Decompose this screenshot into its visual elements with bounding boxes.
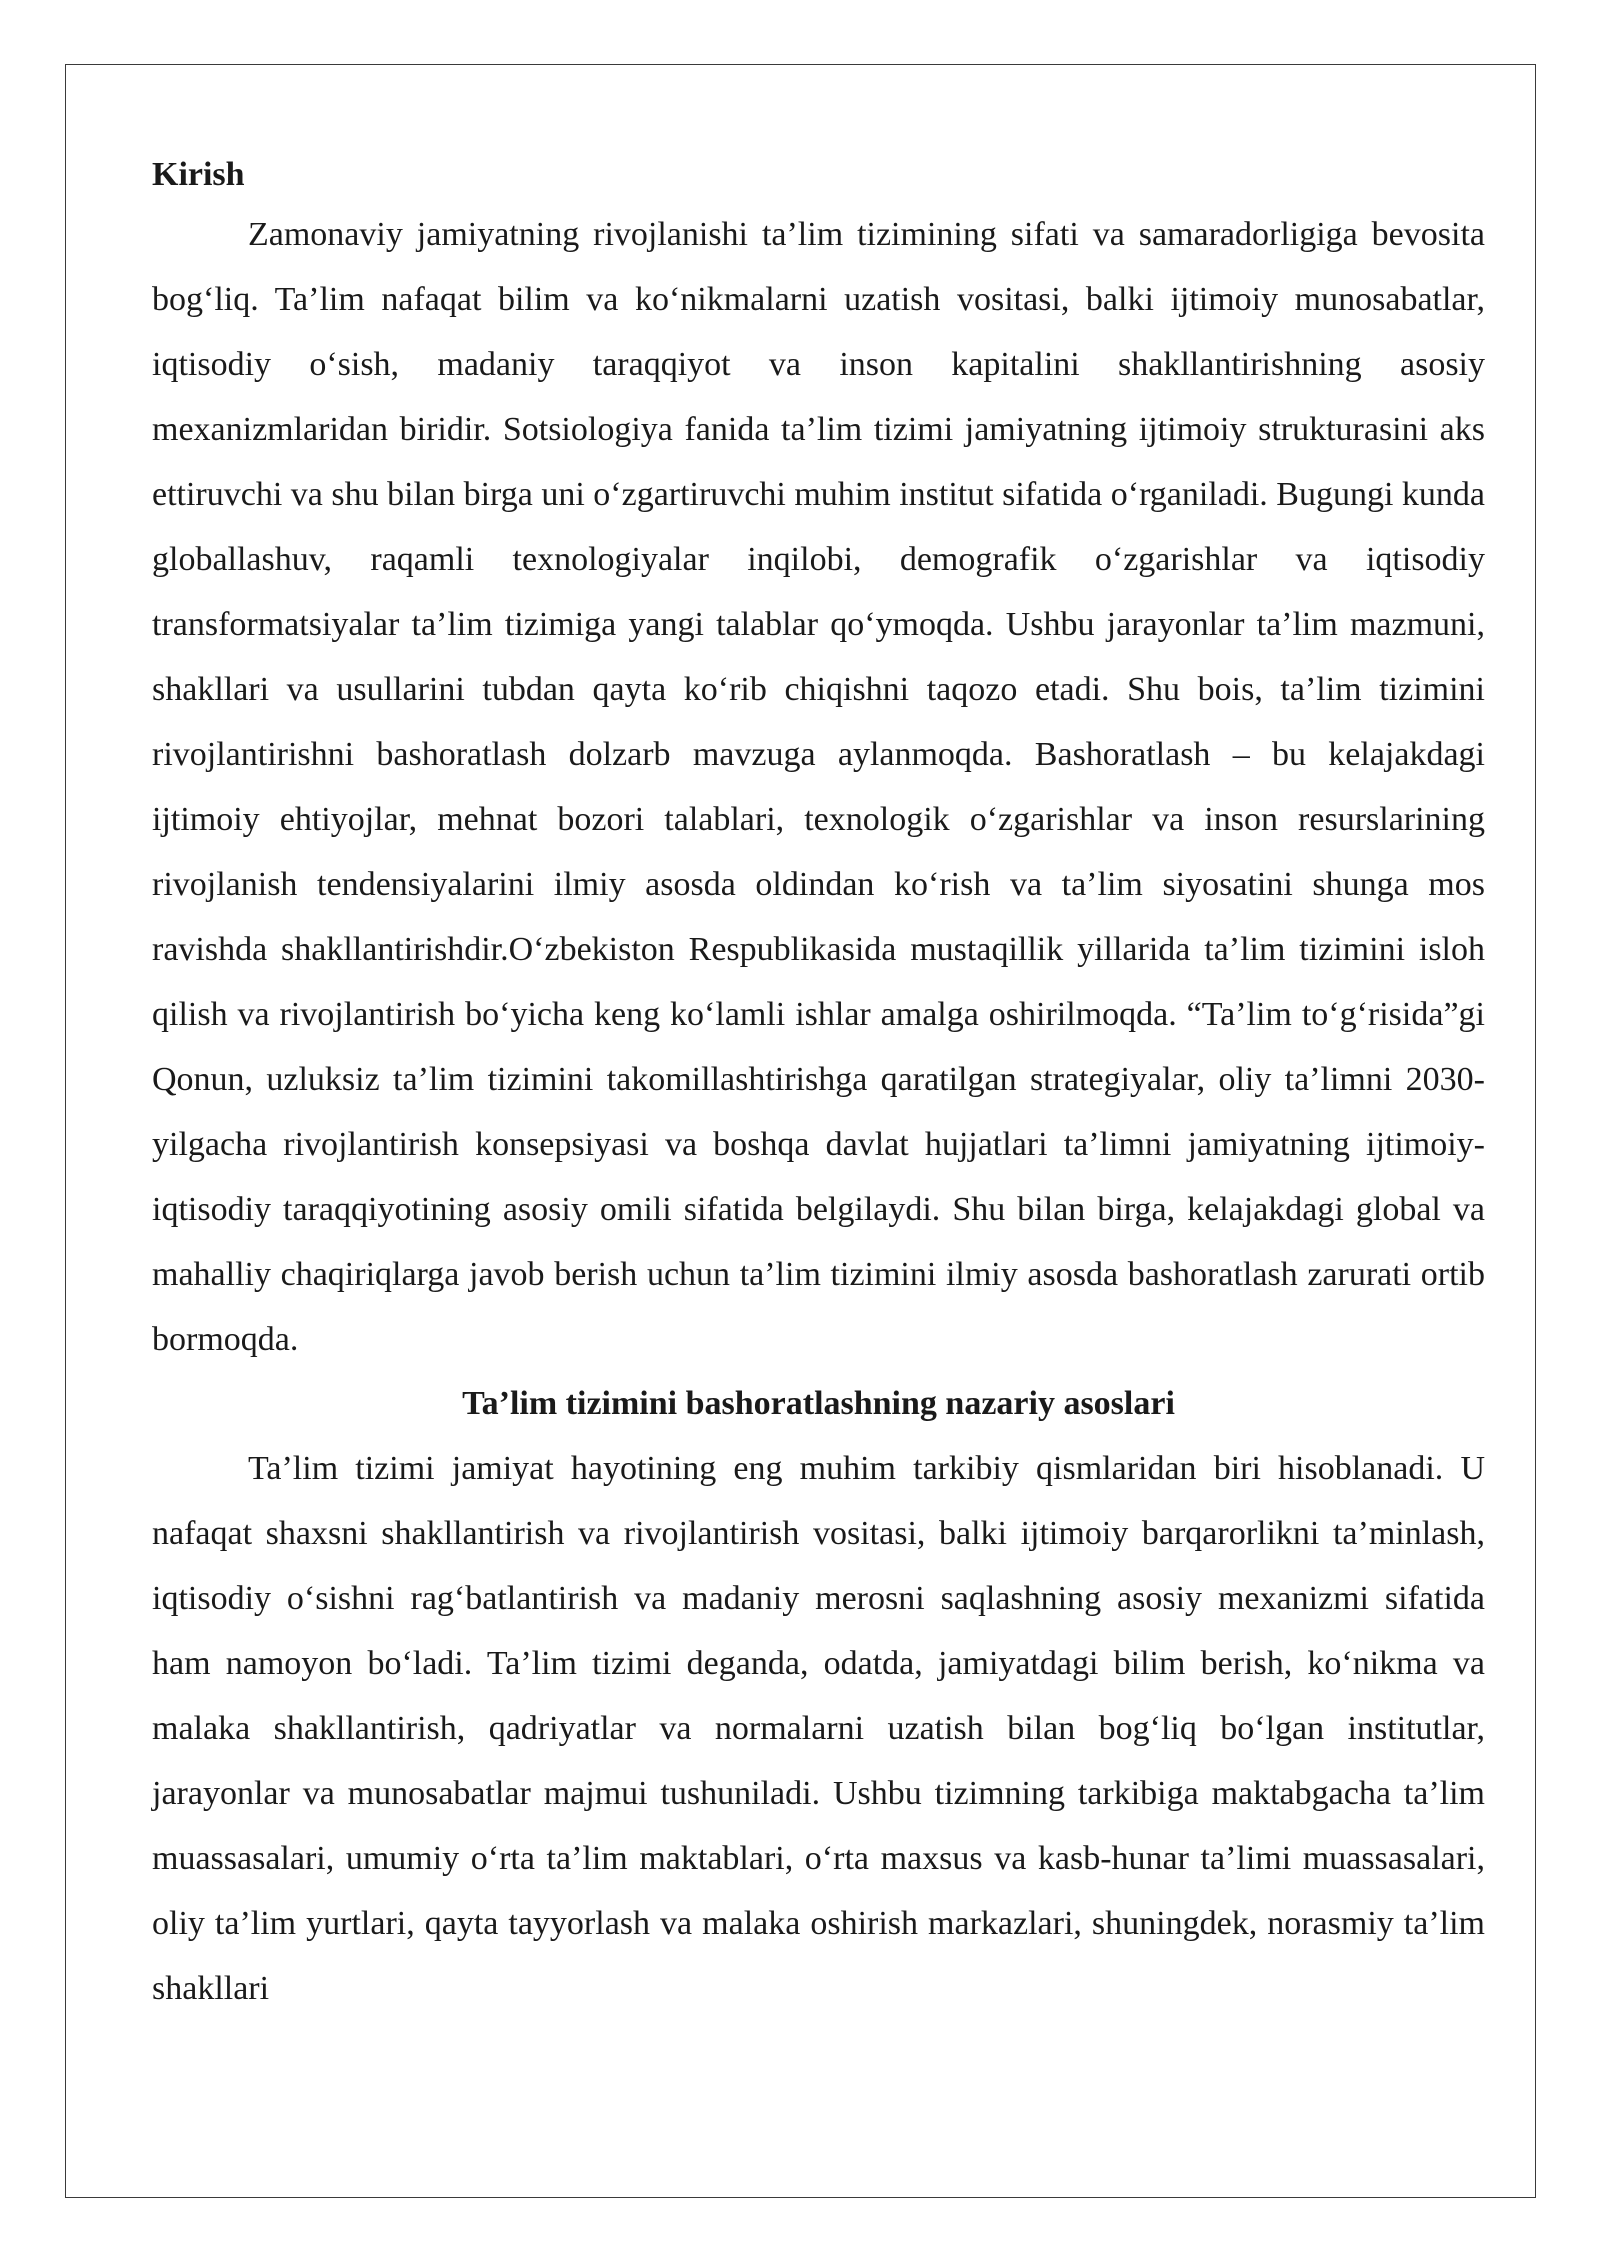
section-heading-kirish: Kirish [152, 156, 245, 193]
document-body [152, 148, 1485, 2021]
paragraph-theory: Ta’lim tizimi jamiyat hayotining eng muhim tarkibiy qismlaridan biri hisoblanadi. U nafaqat shaxsni shakllantirish va rivojlantirish vositasi, balki ijtimoiy barqarorlikni ta’minlash, iqtisodiy o‘sishni rag‘batlantirish va madaniy merosni saqlashning asosiy mexanizmi sifatida ham namoyon bo‘ladi. Ta’lim tizimi deganda, odatda, jamiyatdagi bilim berish, ko‘nikma va malaka shakllantirish, qadriyatlar va normalarni uzatish bilan bog‘liq bo‘lgan institutlar, jarayonlar va munosabatlar majmui tushuniladi. Ushbu tizimning tarkibiga maktabgacha ta’lim muassasalari, umumiy o‘rta ta’lim maktablari, o‘rta maxsus va kasb-hunar ta’limi muassasalari, oliy ta’lim yurtlari, qayta tayyorlash va malaka oshirish markazlari, shuningdek, norasmiy ta’lim shakllari [152, 1450, 1485, 2007]
paragraph-introduction: Zamonaviy jamiyatning rivojlanishi ta’lim tizimining sifati va samaradorligiga bevosita bog‘liq. Ta’lim nafaqat bilim va ko‘nikmalarni uzatish vositasi, balki ijtimoiy munosabatlar, iqtisodiy o‘sish, madaniy taraqqiyot va inson kapitalini shakllantirishning asosiy mexanizmlaridan biridir. Sotsiologiya fanida ta’lim tizimi jamiyatning ijtimoiy strukturasini aks ettiruvchi va shu bilan birga uni o‘zgartiruvchi muhim institut sifatida o‘rganiladi. Bugungi kunda globallashuv, raqamli texnologiyalar inqilobi, demografik o‘zgarishlar va iqtisodiy transformatsiyalar ta’lim tizimiga yangi talablar qo‘ymoqda. Ushbu jarayonlar ta’lim mazmuni, shakllari va usullarini tubdan qayta ko‘rib chiqishni taqozo etadi. Shu bois, ta’lim tizimini rivojlantirishni bashoratlash dolzarb mavzuga aylanmoqda. Bashoratlash – bu kelajakdagi ijtimoiy ehtiyojlar, mehnat bozori talablari, texnologik o‘zgarishlar va inson resurslarining rivojlanish tendensiyalarini ilmiy asosda oldindan ko‘rish va ta’lim siyosatini shunga mos ravishda shakllantirishdir.O‘zbekiston Respublikasida mustaqillik yillarida ta’lim tizimini isloh qilish va rivojlantirish bo‘yicha keng ko‘lamli ishlar amalga oshirilmoqda. “Ta’lim to‘g‘risida”gi Qonun, uzluksiz ta’lim tizimini takomillashtirishga qaratilgan strategiyalar, oliy ta’limni 2030-yilgacha rivojlantirish konsepsiyasi va boshqa davlat hujjatlari ta’limni jamiyatning ijtimoiy-iqtisodiy taraqqiyotining asosiy omili sifatida belgilaydi. Shu bilan birga, kelajakdagi global va mahalliy chaqiriqlarga javob berish uchun ta’lim tizimini ilmiy asosda bashoratlash zarurati ortib bormoqda. [152, 216, 1486, 1358]
section-heading-theory: Ta’lim tizimini bashoratlashning nazariy asoslari [462, 1385, 1175, 1422]
